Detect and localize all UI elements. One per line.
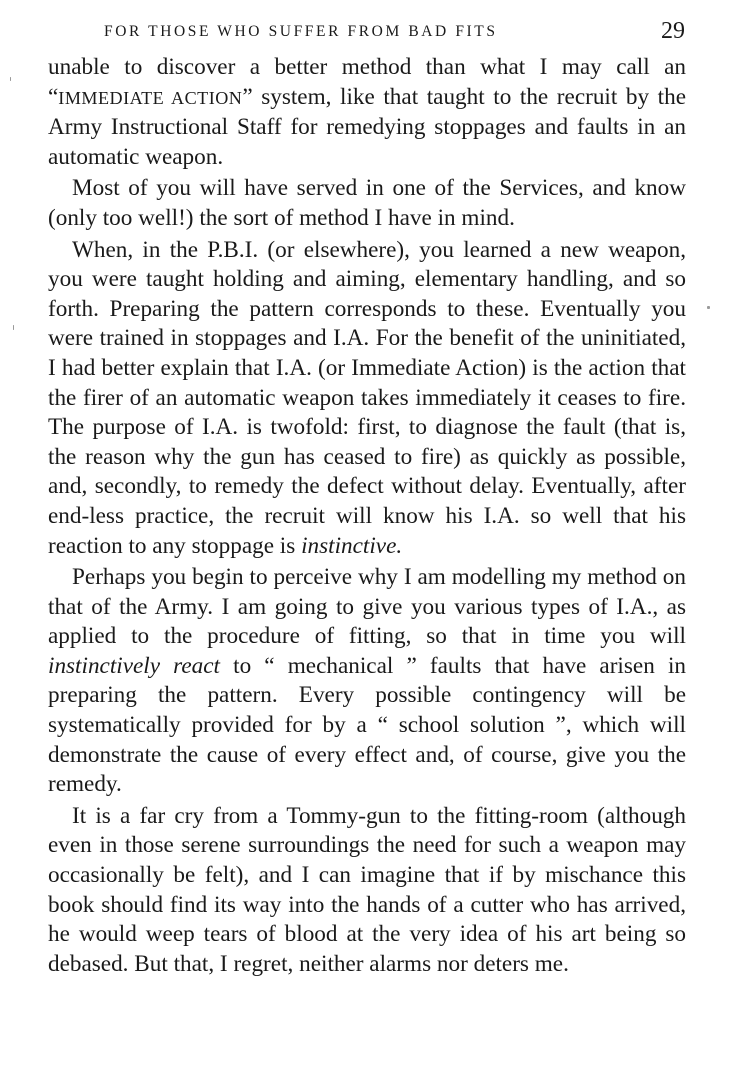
- paragraph-3: [48, 236, 686, 562]
- margin-speck: [10, 77, 11, 81]
- paragraph-1-text-b: ” system, like that taught to the recruit by the Army Instructional Staff for remedying stoppages and faults in an automatic weapon.: [48, 83, 686, 170]
- paragraph-4-text-a: Perhaps you begin to perceive why I am modelling my method on that of the Army. I am going to give you various types of I.A., as applied to the procedure of fitting, so that in time you will: [48, 564, 686, 650]
- body-text: [48, 53, 686, 981]
- paragraph-4-text-b: to “ mechanical ” faults that have arisen in preparing the pattern. Every possible contingency will be systematically provided for by a “ school solution ”, which will demonstrate the cause of every effect and, of course, give you the remedy.: [48, 652, 686, 798]
- paragraph-5-text: It is a far cry from a Tommy-gun to the fitting-room (although even in those serene surroundings the need for such a weapon may occasionally be felt), and I can imagine that if by mischance this book should find its way into the hands of a cutter who has arrived, he would weep tears of blood at the very idea of his art being so debased. But that, I regret, neither alarms nor deters me.: [48, 802, 686, 977]
- running-head: FOR THOSE WHO SUFFER FROM BAD FITS: [104, 23, 498, 40]
- margin-speck: [13, 325, 14, 330]
- paragraph-3-text-a: When, in the P.B.I. (or elsewhere), you learned a new weapon, you were taught holding and aiming, elementary handling, and so forth. Preparing the pattern corresponds to these. Eventually you were trained in stoppages and I.A. For the benefit of the uninitiated, I had better explain that I.A. (or Immediate Action) is the action that the firer of an automatic weapon takes immediately it ceases to fire. The purpose of I.A. is twofold: first, to diagnose the fault (that is, the reason why the gun has ceased to fire) as quickly as possible, and, secondly, to remedy the defect without delay. Eventually, after end-less practice, the recruit will know his I.A. so well that his reaction to any stoppage is: [48, 236, 686, 559]
- small-caps-term: IMMEDIATE ACTION: [58, 87, 243, 108]
- paragraph-2-text: Most of you will have served in one of the Services, and know (only too well!) the sort of method I have in mind.: [48, 175, 686, 231]
- italic-instinctively-react: instinctively react: [48, 652, 220, 679]
- margin-speck: [707, 306, 710, 309]
- page-number: 29: [661, 18, 685, 44]
- paragraph-5: [48, 802, 686, 980]
- paragraph-1-text-a: unable to discover a better method than what I may call an “: [48, 54, 686, 110]
- page-header: [104, 18, 685, 48]
- paragraph-4: [48, 563, 686, 800]
- italic-instinctive: instinctive.: [301, 532, 403, 559]
- paragraph-2: [48, 174, 686, 233]
- paragraph-1: [48, 53, 686, 172]
